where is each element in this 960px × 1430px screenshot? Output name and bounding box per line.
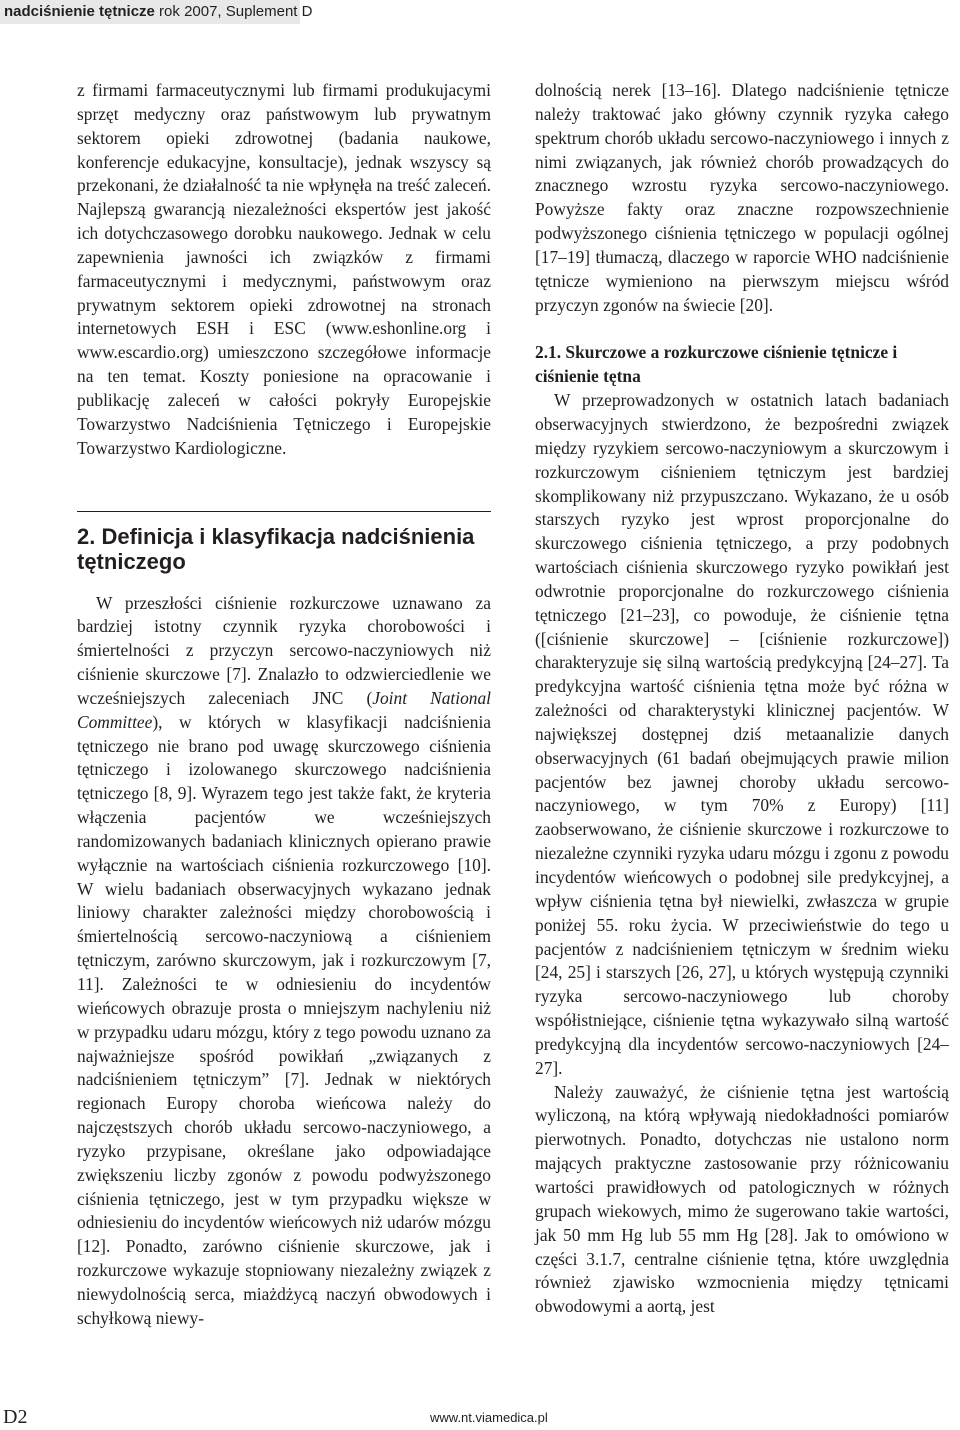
section-divider <box>77 511 491 512</box>
section-title: 2. Definicja i klasyfikacja nadciśnienia tętniczego <box>77 523 475 574</box>
page-number: D2 <box>3 1406 28 1428</box>
paragraph-definition <box>77 592 491 1331</box>
issue-info: rok 2007, Suplement D <box>154 3 313 20</box>
left-column <box>77 79 491 1331</box>
journal-title: nadciśnienie tętnicze <box>4 3 155 20</box>
paragraph-text: W przeszłości ciśnienie rozkurczowe uznawano za bardziej istotny czynnik ryzyka chorobowości i śmiertelności z przyczyn sercowo-naczyniowych niż ciśnienie skurczowe [7]. Znalazło to odzwierciedlenie we wcześniejszych zaleceniach JNC ( <box>77 592 491 708</box>
subsection-title: 2.1. Skurczowe a rozkurczowe ciśnienie tętnicze i ciśnienie tętna <box>535 342 898 387</box>
paragraph-disclosure: z firmami farmaceutycznymi lub firmami produkujacymi sprzęt medyczny oraz państwowym lub prywatnym sektorem opieki zdrowotnej (badania naukowe, konferencje edukacyjne, konsultacje), jednak wszyscy są przekonani, że działalność ta nie wpłynęła na treść zaleceń. Najlepszą gwarancją niezależności ekspertów jest jakość ich dotychczasowego dorobku naukowego. Jednak w celu zapewnienia jawności ich związków z firmami farmaceutycznymi i medycznymi, państwowym oraz prywatnym sektorem opieki zdrowotnej na stronach internetowych ESH i ESC (www.eshonline.org i www.escardio.org) umieszczono szczegółowe informacje na ten temat. Koszty poniesione na opracowanie i publikację zaleceń w całości pokryły Europejskie Towarzystwo Nadciśnienia Tętniczego i Europejskie Towarzystwo Kardiologiczne. <box>77 80 491 458</box>
header-text <box>4 2 312 22</box>
paragraph-pulse-pressure: W przeprowadzonych w ostatnich latach badaniach obserwacyjnych stwierdzono, że bezpośredni związek między ryzykiem sercowo-naczyniowym a skurczowym i rozkurczowym ciśnieniem tętniczym jest bardziej skomplikowany niż przypuszczano. Wykazano, że u osób starszych ryzyko jest wprost proporcjonalne do skurczowego ciśnienia tętniczego, a przy podobnych wartościach ciśnienia skurczowego ryzyko powikłań jest odwrotnie proporcjonalne do rozkurczowego ciśnienia tętniczego [21–23], co powoduje, że ciśnienie tętna ([ciśnienie skurczowe] – [ciśnienie rozkurczowe]) charakteryzuje się silną wartością predykcyjną [24–27]. Ta predykcyjna wartość ciśnienia tętna może być różna w zależności od charakterystyki klinicznej pacjentów. W największej dostępnej dziś metaanalizie danych obserwacyjnych (61 badań obejmujących prawie milion pacjentów bez jawnej choroby układu sercowo-naczyniowego, w tym 70% z Europy) [11] zaobserwowano, że ciśnienie skurczowe i rozkurczowe to niezależne czynniki ryzyka udaru mózgu i zgonu z powodu incydentów wieńcowych o podobnej sile predykcyjnej, a wpływ ciśnienia tętna był niewielki, zwłaszcza w grupie poniżej 55. roku życia. W przeciwieństwie do tego u pacjentów z nadciśnieniem tętniczym w średnim wieku [24, 25] i starszych [26, 27], u których występują czynniki ryzyka sercowo-naczyniowego lub choroby współistniejące, ciśnienie tętna wykazywało silną wartość predykcyjną dla incydentów sercowo-naczyniowych [24–27]. <box>535 390 949 1078</box>
paragraph-continuation: dolnością nerek [13–16]. Dlatego nadciśnienie tętnicze należy traktować jako główny czynnik ryzyka całego spektrum chorób układu sercowo-naczyniowego i innych z nimi związanych, jak również chorób prowadzących do znacznego wzrostu ryzyka sercowo-naczyniowego. Powyższe fakty oraz znaczne rozpowszechnienie podwyższonego ciśnienia tętniczego w populacji ogólnej [17–19] tłumaczą, dlaczego w raporcie WHO nadciśnienie tętnicze wymieniono na pierwszym miejscu wśród przyczyn zgonów na świecie [20]. <box>535 80 949 315</box>
footer-url: www.nt.viamedica.pl <box>430 1410 548 1425</box>
italic-term: Joint National Committee <box>77 687 491 732</box>
right-column <box>535 79 949 1319</box>
paragraph-text: ), w których w klasyfikacji nadciśnienia tętniczego nie brano pod uwagę skurczowego ciśnienia tętniczego i izolowanego skurczowego nadciśnienia tętniczego [8, 9]. Wyrazem tego jest także fakt, że kryteria włączenia pacjentów we wcześniejszych randomizowanych badaniach klinicznych opierano prawie wyłącznie na wartościach ciśnienia rozkurczowego [10]. W wielu badaniach obserwacyjnych wykazano jednak liniowy charakter zależności między chorobowością i śmiertelnością sercowo-naczyniową a ciśnieniem tętniczym, zarówno skurczowym, jak i rozkurczowym [7, 11]. Zależności te w odniesieniu do incydentów wieńcowych obrazuje prosta o mniejszym nachyleniu niż w przypadku udaru mózgu, który z tego powodu uznano za najważniejsze spośród powikłań „związanych z nadciśnieniem tętniczym” [7]. Jednak w niektórych regionach Europy choroba wieńcowa należy do najczęstszych chorób układu sercowo-naczyniowego, a ryzyko przypisane, określane jako odpowiadające zwiększeniu liczby zgonów z powodu podwyższonego ciśnienia tętniczego, jest w tym przypadku większe w odniesieniu do incydentów wieńcowych niż udarów mózgu [12]. Ponadto, zarówno ciśnienie skurczowe, jak i rozkurczowe wykazuje stopniowany niezależny związek z niewydolnością serca, miażdżycą naczyń obwodowych i schyłkową niewy- <box>77 711 491 1328</box>
paragraph-note: Należy zauważyć, że ciśnienie tętna jest wartością wyliczoną, na którą wpływają niedokładności pomiarów pierwotnych. Ponadto, dotychczas nie ustalono norm mających praktyczne zastosowanie przy różnicowaniu wartości prawidłowych od patologicznych w różnych grupach wiekowych, mimo że sugerowano takie wartości, jak 50 mm Hg lub 55 mm Hg [28]. Jak to omówiono w części 3.1.7, centralne ciśnienie tętna, które uwzględnia również zjawisko wzmocnienia między tętnicami obwodowymi a aortą, jest <box>535 1081 949 1317</box>
running-header <box>0 0 960 24</box>
